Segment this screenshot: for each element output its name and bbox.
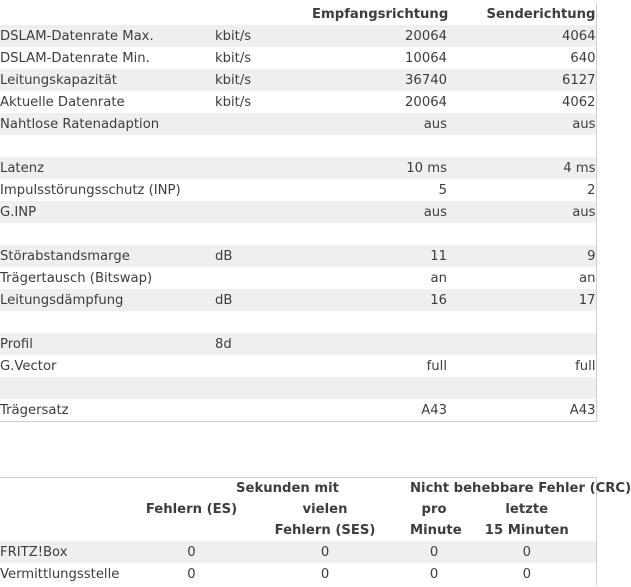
- blank-header: [0, 3, 215, 25]
- row-unit: [215, 355, 312, 377]
- row-label: Latenz: [0, 157, 215, 179]
- up-value: full: [575, 358, 596, 374]
- row-unit: [215, 201, 312, 223]
- row-label: Störabstandsmarge: [0, 245, 215, 267]
- last-15-value: 0: [458, 541, 596, 563]
- last-15-header-line1: letzte: [505, 502, 549, 517]
- row-unit: [215, 157, 312, 179]
- spacer-row: [0, 135, 596, 157]
- dsl-row-ginp: [0, 201, 596, 223]
- spacer-row: [0, 311, 596, 333]
- ses-value: 0: [320, 566, 330, 582]
- blank-header: [0, 478, 143, 500]
- error-row-fritzbox: [0, 541, 596, 563]
- last-15-header-line2: 15 Minuten: [484, 523, 569, 538]
- up-value: 4062: [561, 94, 596, 110]
- down-value: 10064: [405, 50, 447, 66]
- row-label: FRITZ!Box: [0, 541, 143, 563]
- dsl-header-row: [0, 3, 596, 25]
- es-header: Fehlern (ES): [145, 502, 238, 517]
- dsl-row-gvector: [0, 355, 596, 377]
- up-value: 9: [447, 245, 596, 267]
- row-label: G.Vector: [0, 358, 57, 374]
- up-value: 640: [570, 50, 596, 66]
- ses-header-line2: Fehlern (SES): [274, 523, 376, 538]
- down-value: 11: [312, 245, 447, 267]
- blank-header: [0, 499, 143, 520]
- up-value: 2: [587, 182, 596, 198]
- row-label: Trägertausch (Bitswap): [0, 270, 153, 286]
- down-value: an: [430, 270, 447, 286]
- blank-header: [215, 3, 312, 25]
- down-header: Empfangsrichtung: [312, 6, 449, 22]
- row-label: G.INP: [0, 201, 215, 223]
- up-header: Senderichtung: [486, 6, 596, 22]
- row-unit: kbit/s: [215, 25, 312, 47]
- row-label: Trägersatz: [0, 402, 69, 418]
- row-unit: dB: [215, 289, 312, 311]
- per-minute-header-line2: Minute: [410, 523, 462, 538]
- down-value: aus: [312, 113, 447, 135]
- dsl-row-snr-margin: [0, 245, 596, 267]
- row-unit: [215, 267, 312, 289]
- row-unit: kbit/s: [215, 94, 252, 110]
- crc-group-header: Nicht behebbare Fehler (CRC): [410, 481, 631, 496]
- down-value: 16: [312, 289, 447, 311]
- up-value: aus: [447, 113, 596, 135]
- dsl-row-current-rate: [0, 91, 596, 113]
- row-label: Profil: [0, 333, 215, 355]
- error-row-exchange: [0, 563, 596, 585]
- row-label: Impulsstörungsschutz (INP): [0, 182, 181, 198]
- per-minute-header-line1: pro: [421, 502, 447, 517]
- row-unit: dB: [215, 245, 312, 267]
- error-group-header-row: [0, 478, 596, 500]
- row-label: Aktuelle Datenrate: [0, 94, 125, 110]
- blank-header: [0, 520, 143, 541]
- spacer-row: [0, 377, 596, 399]
- ses-header-line1: vielen: [302, 502, 348, 517]
- dsl-row-latency: [0, 157, 596, 179]
- down-value: A43: [421, 402, 447, 418]
- row-unit: [215, 113, 312, 135]
- ses-value: 0: [240, 541, 410, 563]
- error-subheader-row-1: [0, 499, 596, 520]
- up-value: [447, 333, 596, 355]
- dsl-row-attenuation: [0, 289, 596, 311]
- error-subheader-row-2: [0, 520, 596, 541]
- down-value: 5: [438, 182, 447, 198]
- spacer-row: [0, 223, 596, 245]
- dsl-row-bitswap: [0, 267, 596, 289]
- down-value: 20064: [405, 94, 447, 110]
- dsl-row-dslam-max: [0, 25, 596, 47]
- es-value: 0: [187, 566, 196, 582]
- up-value: 6127: [447, 69, 596, 91]
- up-value: 17: [447, 289, 596, 311]
- row-unit: [215, 399, 312, 422]
- blank-header: [143, 520, 240, 541]
- dsl-row-inp: [0, 179, 596, 201]
- up-value: an: [579, 270, 596, 286]
- per-minute-value: 0: [429, 566, 439, 582]
- down-value: full: [426, 358, 447, 374]
- up-value: 4064: [447, 25, 596, 47]
- dsl-row-profile: [0, 333, 596, 355]
- last-15-value: 0: [522, 566, 531, 582]
- up-value: A43: [569, 402, 596, 418]
- row-unit: kbit/s: [215, 69, 312, 91]
- per-minute-value: 0: [410, 541, 458, 563]
- row-label: DSLAM-Datenrate Max.: [0, 25, 215, 47]
- down-value: 36740: [312, 69, 447, 91]
- down-value: [312, 333, 447, 355]
- seconds-with-group-header: Sekunden mit: [236, 481, 339, 496]
- row-label: DSLAM-Datenrate Min.: [0, 50, 150, 66]
- row-label: Vermittlungsstelle: [0, 566, 120, 582]
- up-value: aus: [447, 201, 596, 223]
- dsl-row-seamless-rate: [0, 113, 596, 135]
- dsl-info-table: [0, 3, 597, 422]
- row-label: Leitungskapazität: [0, 69, 215, 91]
- row-unit: kbit/s: [215, 50, 252, 66]
- dsl-row-carrier-set: [0, 399, 596, 422]
- es-value: 0: [143, 541, 240, 563]
- up-value: 4 ms: [447, 157, 596, 179]
- down-value: 20064: [312, 25, 447, 47]
- row-label: Leitungsdämpfung: [0, 289, 215, 311]
- down-value: 10 ms: [312, 157, 447, 179]
- error-statistics-table: [0, 477, 631, 585]
- dsl-row-dslam-min: [0, 47, 596, 69]
- row-label: Nahtlose Ratenadaption: [0, 113, 215, 135]
- row-unit: [215, 179, 312, 201]
- row-unit: 8d: [215, 333, 312, 355]
- dsl-row-capacity: [0, 69, 596, 91]
- down-value: aus: [312, 201, 447, 223]
